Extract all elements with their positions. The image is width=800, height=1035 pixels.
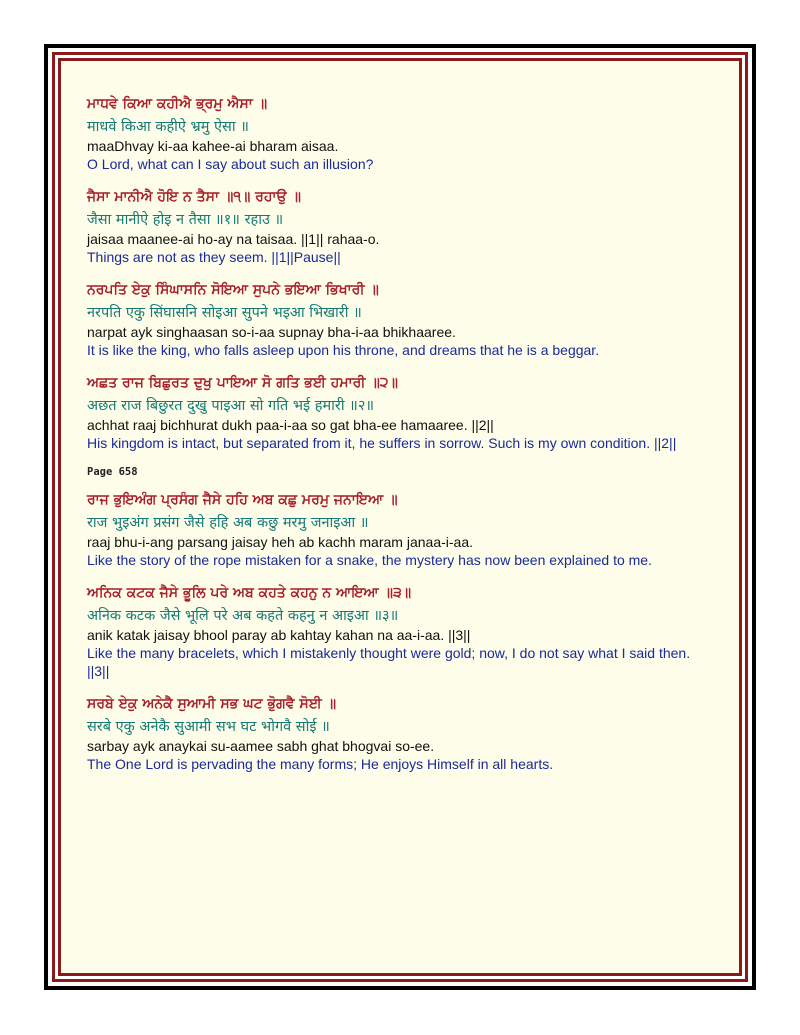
- gurmukhi-line: ਅਛਤ ਰਾਜ ਬਿਛੁਰਤ ਦੁਖੁ ਪਾਇਆ ਸੋ ਗਤਿ ਭਈ ਹਮਾਰੀ ॥੨॥: [87, 375, 398, 391]
- transliteration-line: maaDhvay ki-aa kahee-ai bharam aisaa.: [87, 138, 339, 154]
- transliteration-line: jaisaa maanee-ai ho-ay na taisaa. ||1|| rahaa-o.: [87, 231, 380, 247]
- gurmukhi-line: ਅਨਿਕ ਕਟਕ ਜੈਸੇ ਭੂਲਿ ਪਰੇ ਅਬ ਕਹਤੇ ਕਹਨੁ ਨ ਆਇਆ ॥੩॥: [87, 585, 412, 601]
- devanagari-line: अनिक कटक जैसे भूलि परे अब कहते कहनु न आइआ ॥३॥: [87, 608, 399, 624]
- translation-line: Things are not as they seem. ||1||Pause||: [87, 249, 341, 265]
- verse: [87, 94, 707, 173]
- transliteration-line: narpat ayk singhaasan so-i-aa supnay bha-i-aa bhikhaaree.: [87, 324, 456, 340]
- scripture-content: [87, 94, 707, 787]
- devanagari-line: माधवे किआ कहीऐ भ्रमु ऐसा ॥: [87, 119, 249, 135]
- translation-line: O Lord, what can I say about such an illusion?: [87, 156, 374, 172]
- transliteration-line: achhat raaj bichhurat dukh paa-i-aa so gat bha-ee hamaaree. ||2||: [87, 417, 494, 433]
- transliteration-line: sarbay ayk anaykai su-aamee sabh ghat bhogvai so-ee.: [87, 738, 435, 754]
- verse: [87, 583, 707, 680]
- gurmukhi-line: ਮਾਧਵੇ ਕਿਆ ਕਹੀਐ ਭ੍ਰਮੁ ਐਸਾ ॥: [87, 96, 268, 112]
- verse: [87, 187, 707, 266]
- transliteration-line: raaj bhu-i-ang parsang jaisay heh ab kachh maram janaa-i-aa.: [87, 534, 473, 550]
- page-number-label: Page 658: [87, 466, 138, 478]
- verse: [87, 373, 707, 452]
- verse: [87, 694, 707, 773]
- translation-line: His kingdom is intact, but separated from it, he suffers in sorrow. Such is my own condition. ||2||: [87, 435, 677, 451]
- verse: [87, 490, 707, 569]
- transliteration-line: anik katak jaisay bhool paray ab kahtay kahan na aa-i-aa. ||3||: [87, 627, 471, 643]
- translation-line: Like the many bracelets, which I mistakenly thought were gold; now, I do not say what I said then. ||3||: [87, 645, 691, 679]
- gurmukhi-line: ਨਰਪਤਿ ਏਕੁ ਸਿੰਘਾਸਨਿ ਸੋਇਆ ਸੁਪਨੇ ਭਇਆ ਭਿਖਾਰੀ ॥: [87, 282, 379, 298]
- gurmukhi-line: ਸਰਬੇ ਏਕੁ ਅਨੇਕੈ ਸੁਆਮੀ ਸਭ ਘਟ ਭੋੁਗਵੈ ਸੋਈ ॥: [87, 696, 337, 712]
- devanagari-line: जैसा मानीऐ होइ न तैसा ॥१॥ रहाउ ॥: [87, 212, 284, 228]
- translation-line: The One Lord is pervading the many forms; He enjoys Himself in all hearts.: [87, 756, 554, 772]
- devanagari-line: अछत राज बिछुरत दुखु पाइआ सो गति भई हमारी ॥२॥: [87, 398, 375, 414]
- devanagari-line: सरबे एकु अनेकै सुआमी सभ घट भोगवै सोई ॥: [87, 719, 330, 735]
- verse: [87, 280, 707, 359]
- translation-line: Like the story of the rope mistaken for a snake, the mystery has now been explained to me.: [87, 552, 652, 568]
- gurmukhi-line: ਜੈਸਾ ਮਾਨੀਐ ਹੋਇ ਨ ਤੈਸਾ ॥੧॥ ਰਹਾਉ ॥: [87, 189, 301, 205]
- devanagari-line: नरपति एकु सिंघासनि सोइआ सुपने भइआ भिखारी ॥: [87, 305, 362, 321]
- gurmukhi-line: ਰਾਜ ਭੁਇਅੰਗ ਪ੍ਰਸੰਗ ਜੈਸੇ ਹਹਿ ਅਬ ਕਛੁ ਮਰਮੁ ਜਨਾਇਆ ॥: [87, 492, 398, 508]
- translation-line: It is like the king, who falls asleep upon his throne, and dreams that he is a beggar.: [87, 342, 600, 358]
- devanagari-line: राज भुइअंग प्रसंग जैसे हहि अब कछु मरमु जनाइआ ॥: [87, 515, 369, 531]
